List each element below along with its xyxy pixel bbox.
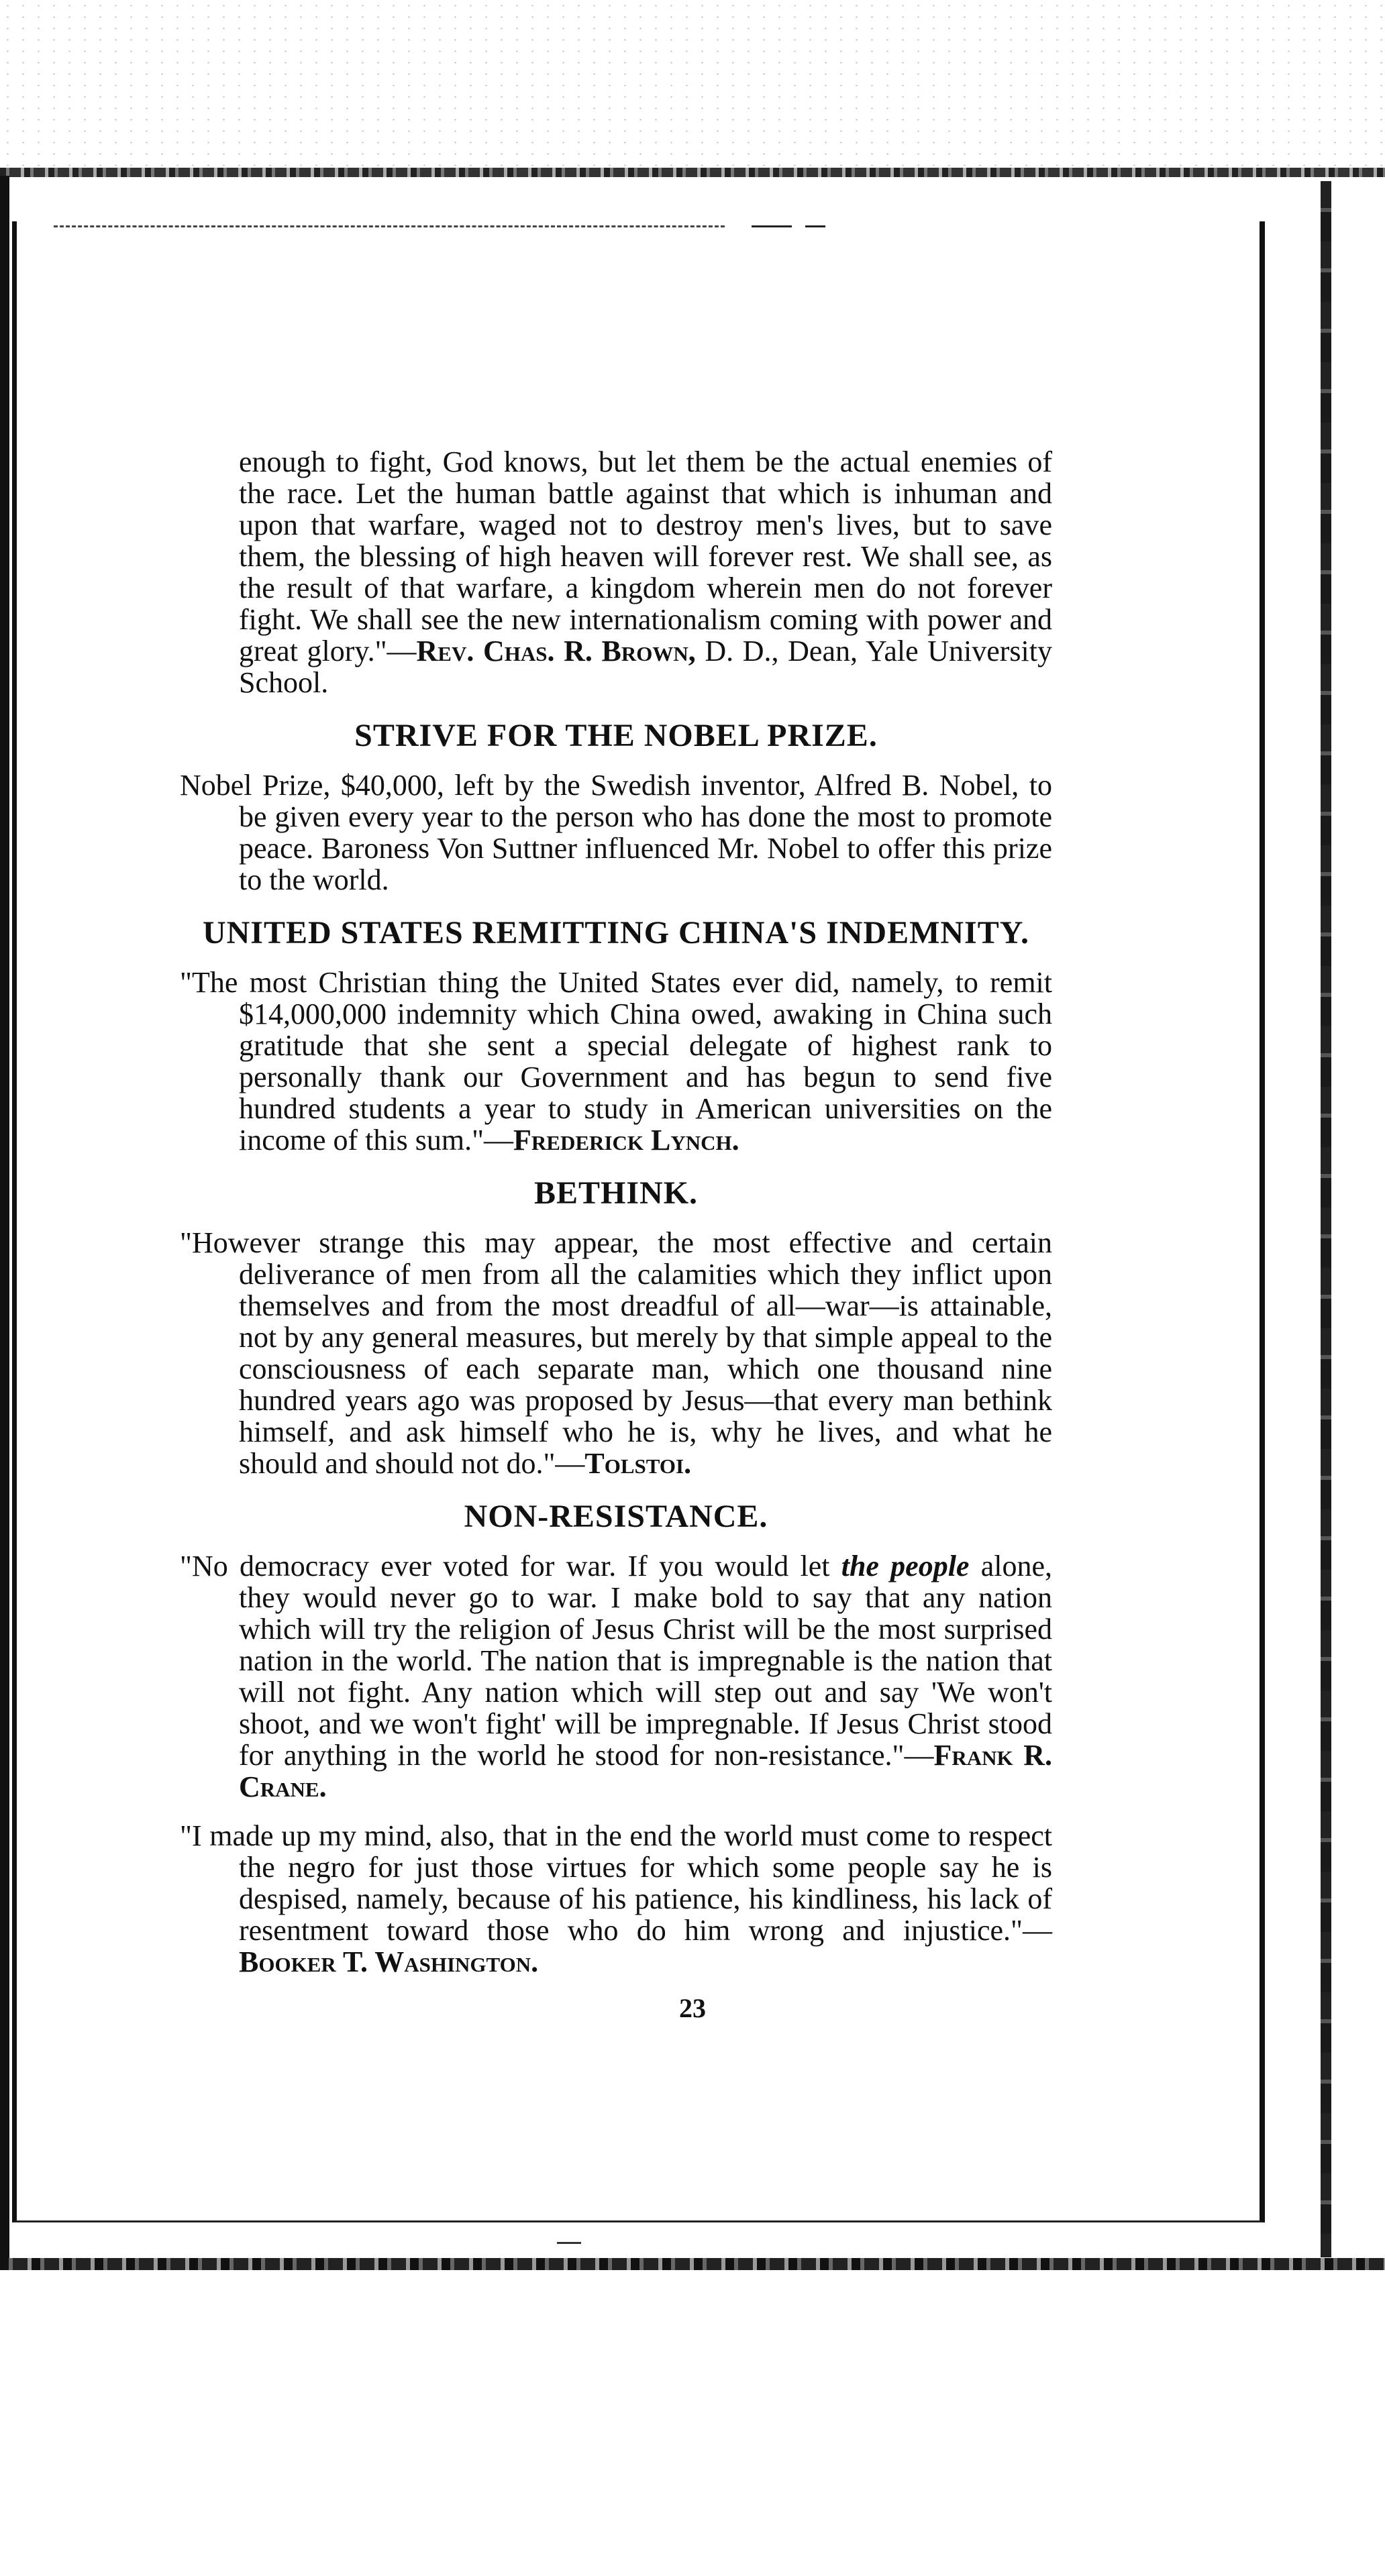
washington-attribution: Booker T. Washington. (239, 1945, 539, 1978)
frame-top-rule (54, 225, 725, 227)
page-number: 23 (679, 1993, 706, 2023)
china-paragraph (180, 967, 1052, 1156)
page-content (180, 446, 1052, 1978)
china-heading: UNITED STATES REMITTING CHINA'S INDEMNITY. (202, 915, 1030, 951)
bethink-attribution: Tolstoi. (584, 1447, 692, 1480)
bethink-text: "However strange this may appear, the most effective and certain deliverance of men from all the calamities which they inflict upon themselves and from the most dreadful of all—war—is attainable, not by any general measures, but merely by that simple appeal to the consciousness of each separate man, which one thousand nine hundred years ago was proposed by Jesus—that every man bethink himself, and ask himself who he is, why he lives, and what he should and should not do."— (180, 1226, 1052, 1480)
scan-bottom-edge (0, 2258, 1385, 2270)
china-attribution: Frederick Lynch. (513, 1124, 739, 1157)
nobel-text: Nobel Prize, $40,000, left by the Swedish inventor, Alfred B. Nobel, to be given every year to the person who has done the most to promote peace. Baroness Von Suttner influenced Mr. Nobel to offer this prize to the world. (180, 769, 1052, 896)
intro-attribution: Rev. Chas. R. Brown, (416, 635, 696, 667)
nonresistance-heading: NON-RESISTANCE. (464, 1499, 768, 1534)
intro-text: enough to fight, God knows, but let them be the actual enemies of the race. Let the human battle against that which is inhuman and upon that warfare, waged not to destroy men's lives, but to save them, the blessing of high heaven will forever rest. We shall see, as the result of that warfare, a kingdom wherein men do not forever fight. We shall see the new internationalism coming with power and great glory."— (239, 445, 1052, 667)
nonresistance-paragraph (180, 1550, 1052, 1803)
frame-top-tick (752, 225, 792, 227)
nobel-paragraph (180, 769, 1052, 896)
scan-speckle-top (0, 0, 1385, 168)
nobel-heading: STRIVE FOR THE NOBEL PRIZE. (354, 718, 878, 753)
intro-text-end: D. D., Dean, Yale University School. (239, 635, 1052, 699)
bottom-dash-mark (557, 2242, 581, 2244)
nonresistance-text: "No democracy ever voted for war. If you would let (180, 1550, 841, 1582)
nonresistance-emphasis: the people (841, 1550, 970, 1582)
china-text: "The most Christian thing the United States ever did, namely, to remit $14,000,000 indemnity which China owed, awaking in China such gratitude that she sent a special delegate of highest rank to personally thank our Government and has begun to send five hundred students a year to study in American universities on the income of this sum."— (180, 966, 1052, 1157)
scan-left-edge (0, 176, 9, 2262)
bethink-paragraph (180, 1227, 1052, 1479)
washington-text: "I made up my mind, also, that in the end the world must come to respect the negro for just those virtues for which some people say he is despised, namely, because of his patience, his kindliness, his lack of resentment toward those who do him wrong and injustice."— (180, 1819, 1052, 1947)
nonresistance-text-end: alone, they would never go to war. I make bold to say that any nation which will try the religion of Jesus Christ will be the most surprised nation in the world. The nation that is impregnable is the nation that will not fight. Any nation which will step out and say 'We won't shoot, and we won't fight' will be impregnable. If Jesus Christ stood for anything in the world he stood for non-resistance."— (239, 1550, 1052, 1772)
bethink-heading: BETHINK. (533, 1175, 699, 1211)
scan-right-edge (1321, 181, 1331, 2257)
washington-paragraph (180, 1820, 1052, 1978)
scan-top-edge (0, 168, 1385, 177)
intro-paragraph (180, 446, 1052, 698)
frame-top-tick (805, 225, 825, 227)
nonresistance-attribution: Frank R. Crane. (239, 1739, 1052, 1803)
